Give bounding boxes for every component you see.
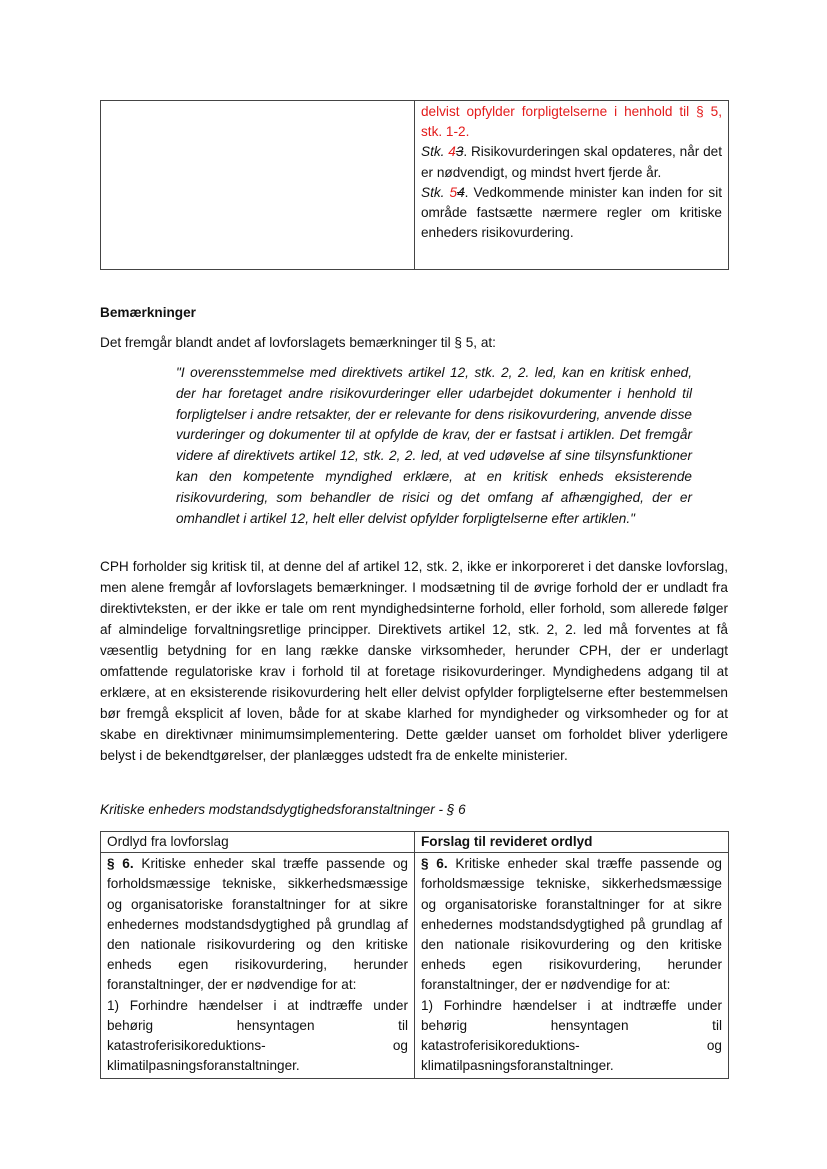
right-cell-revised <box>415 101 729 270</box>
stk5-old-number: 4 <box>457 184 465 200</box>
column-header-revised: Forslag til revideret ordlyd <box>415 832 729 853</box>
revised-paragraph: § 6. Kritiske enheder skal træffe passende og forholdsmæssige tekniske, sikkerhedsmæssige og organisatoriske foranstaltninger for at sikre enhedernes modstandsdygtighed på grundlag af den nationale risikovurdering og den kritiske enheds egen risikovurdering, herunder foranstaltninger, der er nødvendige for at: <box>421 856 722 993</box>
revised-text-red: delvist opfylder forpligtelserne i henhold til § 5, stk. 1-2. <box>421 104 722 140</box>
column-header-original: Ordlyd fra lovforslag <box>101 832 415 853</box>
section6-heading: Kritiske enheders modstandsdygtighedsforanstaltninger - § 6 <box>100 802 466 817</box>
revised-wording-cell <box>415 853 729 1079</box>
remarks-intro: Det fremgår blandt andet af lovforslagets bemærkninger til § 5, at: <box>100 335 496 350</box>
original-wording-cell <box>101 853 415 1079</box>
remarks-quote: "I overensstemmelse med direktivets artikel 12, stk. 2, 2. led, kan en kritisk enhed, der har foretaget andre risikovurderinger eller udarbejdet dokumenter i henhold til forpligtelser i andre retsakter, der er relevante for dens risikovurdering, anvende disse vurderinger og dokumenter til at opfylde de krav, der er fastsat i artiklen. Det fremgår videre af direktivets artikel 12, stk. 2, 2. led, at ved udøvelse af sine tilsynsfunktioner kan den kompetente myndighed erklære, at en kritisk enheds eksisterende risikovurdering, som behandler de risici og det omfang af afhængighed, der er omhandlet i artikel 12, helt eller delvist opfylder forpligtelserne efter artiklen." <box>176 365 692 526</box>
remarks-heading: Bemærkninger <box>100 305 196 320</box>
amendment-table-continued <box>100 100 729 270</box>
original-paragraph: § 6. Kritiske enheder skal træffe passende og forholdsmæssige tekniske, sikkerhedsmæssige og organisatoriske foranstaltninger for at sikre enhedernes modstandsdygtighed på grundlag af den nationale risikovurdering og den kritiske enheds egen risikovurdering, herunder foranstaltninger, der er nødvendige for at: <box>107 856 408 993</box>
section6-comparison-table <box>100 831 729 1079</box>
stk4-new-number: 4 <box>448 144 456 160</box>
revised-item-1: 1) Forhindre hændelser i at indtræffe under behørig hensyntagen til katastroferisikoreduktions- og klimatilpasningsforanstaltninger. <box>421 997 722 1074</box>
stk5-new-number: 5 <box>449 184 458 200</box>
cph-comment-paragraph: CPH forholder sig kritisk til, at denne del af artikel 12, stk. 2, ikke er inkorporeret i det danske lovforslag, men alene fremgår af lovforslagets bemærkninger. I modsætning til de øvrige forhold der er undladt fra direktivteksten, er der ikke er tale om rent myndighedsinterne forhold, eller forhold, som allerede følger af almindelige forvaltningsretlige principper. Direktivets artikel 12, stk. 2, 2. led må forventes at få væsentlig betydning for en lang række danske virksomheder, herunder CPH, der er underlagt omfattende regulatoriske krav i forhold til at foretage risikovurderinger. Myndighedens adgang til at erklære, at en eksisterende risikovurdering helt eller delvist opfylder forpligtelserne efter bestemmelsen bør fremgå eksplicit af loven, både for at skabe klarhed for myndigheder og virksomheder og for at skabe en direktivnær minimumsimplementering. Dette gælder uanset om forholdet bliver yderligere belyst i de bekendtgørelser, der planlægges udstedt fra de enkelte ministerier. <box>100 559 728 763</box>
stk4-old-number: 3 <box>455 144 464 160</box>
left-cell-empty <box>101 101 415 270</box>
original-item-1: 1) Forhindre hændelser i at indtræffe under behørig hensyntagen til katastroferisikoreduktions- og klimatilpasningsforanstaltninger. <box>107 997 408 1074</box>
stk4-paragraph: Stk. 43. Risikovurderingen skal opdateres, når det er nødvendigt, og mindst hvert fjerde år. <box>421 144 723 180</box>
stk5-paragraph: Stk. 54. Vedkommende minister kan inden for sit område fastsætte nærmere regler om kritiske enheders risikovurdering. <box>421 184 722 241</box>
